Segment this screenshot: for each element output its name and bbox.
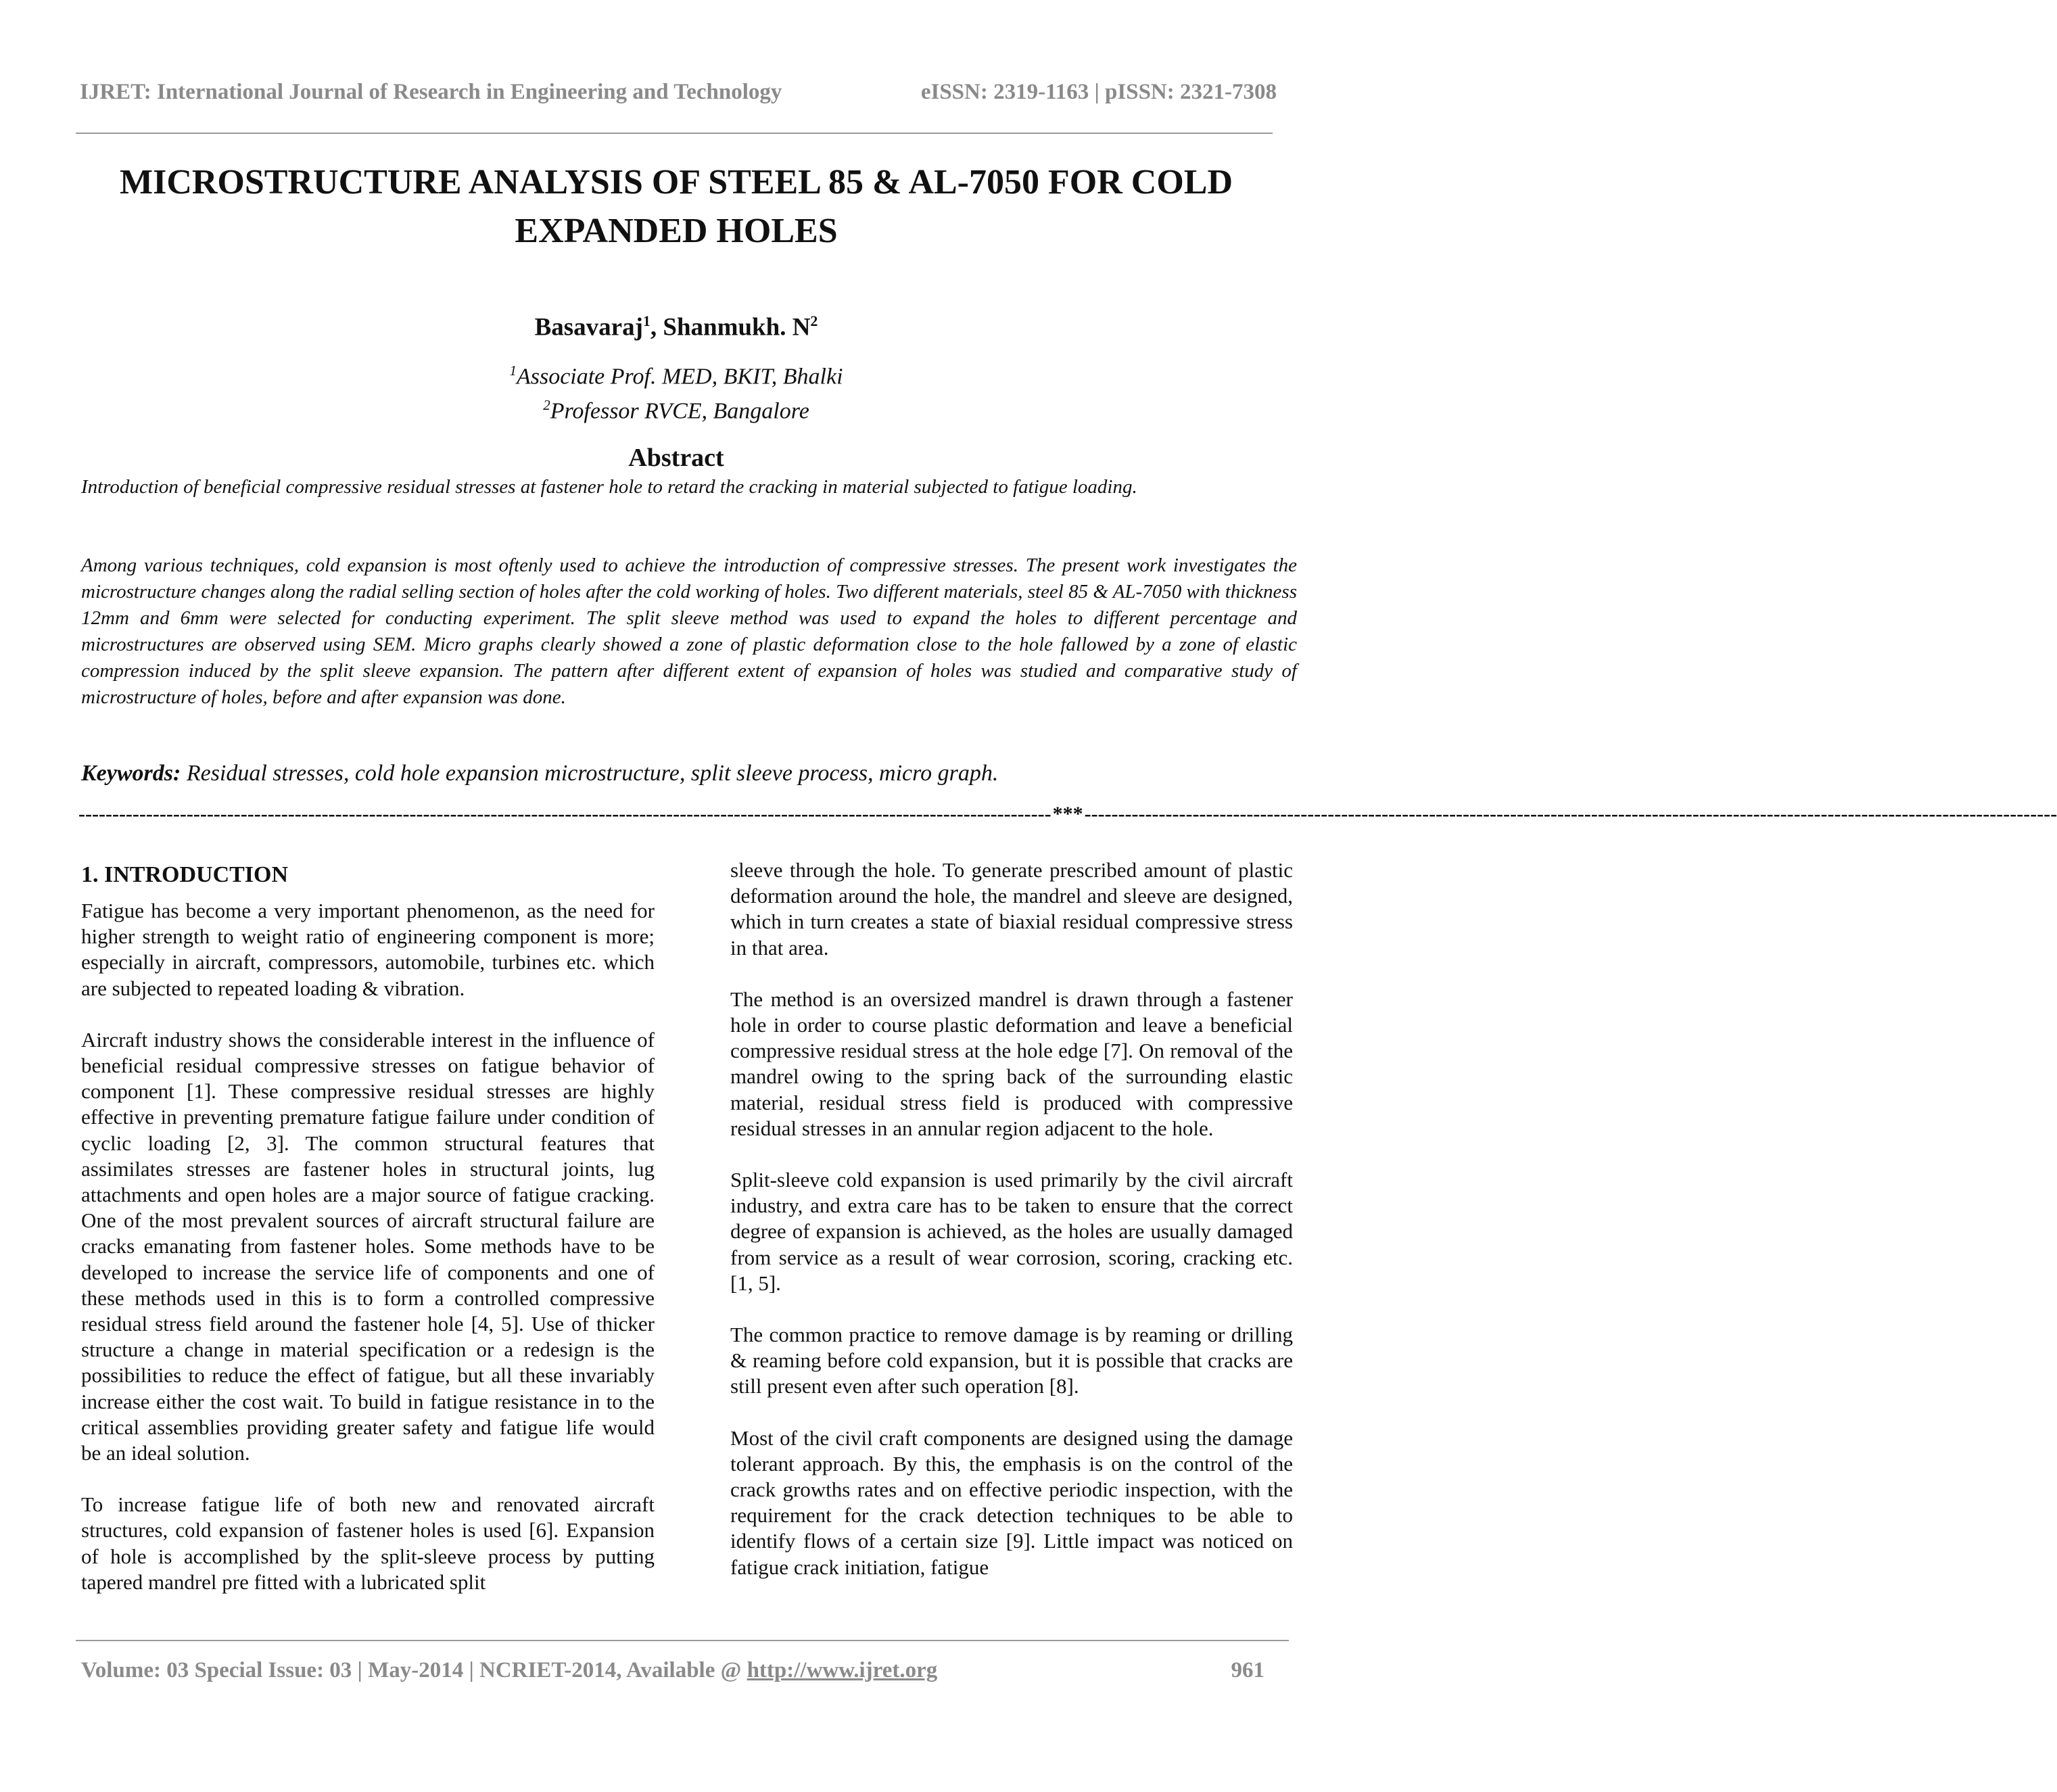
divider-dashes-right: ------------------------------------------------------------------------------------------------------------------------------------------------ [1084,803,2057,825]
journal-website-link[interactable]: http://www.ijret.org [747,1658,938,1682]
body-paragraph: Split-sleeve cold expansion is used primarily by the civil aircraft industry, and extra care has to be taken to ensure that the correct degree of expansion is achieved, as the holes are usually damaged from service as a result of wear corrosion, scoring, cracking etc. [1, 5]. [730,1168,1293,1295]
divider-dashes-left: ------------------------------------------------------------------------------------------------------------------------------------------------ [78,803,1051,825]
footer-volume-info [81,1658,937,1683]
body-paragraph: Most of the civil craft components are designed using the damage tolerant approach. By this, the emphasis is on the control of the crack growths rates and on effective periodic inspection, with the requirement for the crack detection techniques to be able to identify flows of a certain size [9]. Little impact was noticed on fatigue crack initiation, fatigue [730,1425,1293,1579]
abstract-heading: Abstract [628,444,724,472]
body-paragraph: To increase fatigue life of both new and renovated aircraft structures, cold expansion of fastener holes is used [6]. Expansion of hole is accomplished by the split-sleeve process by putting tapered mandrel pre fitted with a lubricated split [81,1492,655,1594]
affiliation-1-text: Associate Prof. MED, BKIT, Bhalki [516,364,843,390]
right-column [730,857,1293,1606]
affiliations [76,356,1277,426]
author-1: Basavaraj [534,313,643,341]
divider-stars: *** [1052,803,1083,825]
affiliation-1-mark: 1 [509,362,517,379]
body-paragraph: sleeve through the hole. To generate prescribed amount of plastic deformation around the hole, the mandrel and sleeve are designed, which in turn creates a state of biaxial residual compressive stress in that area. [730,858,1293,960]
author-1-affiliation-mark: 1 [642,312,651,329]
left-column [81,860,655,1621]
author-list [76,312,1277,341]
author-2-affiliation-mark: 2 [810,312,818,329]
abstract-paragraph-1: Introduction of beneficial compressive residual stresses at fastener hole to retard the cracking in material subjected to fatigue loading. [81,476,1137,498]
affiliation-2-mark: 2 [543,397,550,414]
keywords-label: Keywords: [81,761,181,786]
paper-title [76,158,1277,256]
affiliation-1 [76,356,1277,391]
body-paragraph: Fatigue has become a very important phenomenon, as the need for higher strength to weight ratio of engineering component is more; especially in aircraft, compressors, automobile, turbines etc. which are subjected to repeated loading & vibration. [81,899,655,1000]
title-line-2: EXPANDED HOLES [515,212,838,250]
keywords-text: Residual stresses, cold hole expansion microstructure, split sleeve process, micro graph. [181,761,999,786]
footer-rule [76,1640,1289,1641]
page-number: 961 [1231,1658,1264,1682]
volume-text: Volume: 03 Special Issue: 03 | May-2014 | NCRIET-2014, Available @ [81,1658,747,1682]
journal-name: IJRET: International Journal of Research in Engineering and Technology [80,80,782,104]
running-header [80,80,1277,105]
running-footer [81,1658,1264,1683]
title-line-1: MICROSTRUCTURE ANALYSIS OF STEEL 85 & AL-7050 FOR COLD [120,163,1233,202]
issn-text: eISSN: 2319-1163 | pISSN: 2321-7308 [920,80,1277,104]
abstract-paragraph-2: Among various techniques, cold expansion is most oftenly used to achieve the introduction of compressive stresses. The present work investigates the microstructure changes along the radial selling section of holes after the cold working of holes. Two different materials, steel 85 & AL-7050 with thickness 12mm and 6mm were selected for conducting experiment. The split sleeve method was used to expand the holes to different percentage and microstructures are observed using SEM. Micro graphs clearly showed a zone of plastic deformation close to the hole fallowed by a zone of elastic compression induced by the split sleeve expansion. The pattern after different extent of expansion of holes was studied and comparative study of microstructure of holes, before and after expansion was done. [81,555,1297,708]
keywords [81,761,1297,786]
affiliation-2-text: Professor RVCE, Bangalore [550,398,809,424]
body-paragraph: Aircraft industry shows the considerable interest in the influence of beneficial residual compressive stresses on fatigue behavior of component [1]. These compressive residual stresses are highly effective in preventing premature fatigue failure under condition of cyclic loading [2, 3]. The common structural features that assimilates stresses are fastener holes in structural joints, lug attachments and open holes are a major source of fatigue cracking. One of the most prevalent sources of aircraft structural failure are cracks emanating from fastener holes. Some methods have to be developed to increase the service life of components and one of these methods used in this is to form a controlled compressive residual stress field around the fastener hole [4, 5]. Use of thicker structure a change in material specification or a redesign is the possibilities to reduce the effect of fatigue, but all these invariably increase either the cost wait. To build in fatigue resistance in to the critical assemblies providing greater safety and fatigue life would be an ideal solution. [81,1027,655,1465]
author-2: Shanmukh. N [663,313,811,341]
affiliation-2 [76,391,1277,425]
section-heading-introduction: 1. INTRODUCTION [81,862,289,887]
body-paragraph: The common practice to remove damage is by reaming or drilling & reaming before cold expansion, but it is possible that cracks are still present even after such operation [8]. [730,1323,1293,1398]
section-divider [78,803,2057,826]
body-paragraph: The method is an oversized mandrel is drawn through a fastener hole in order to course plastic deformation and leave a beneficial compressive residual stress at the hole edge [7]. On removal of the mandrel owing to the spring back of the surrounding elastic material, residual stress field is produced with compressive residual stresses in an annular region adjacent to the hole. [730,987,1293,1140]
header-rule [76,133,1273,134]
author-separator: , [650,313,663,341]
